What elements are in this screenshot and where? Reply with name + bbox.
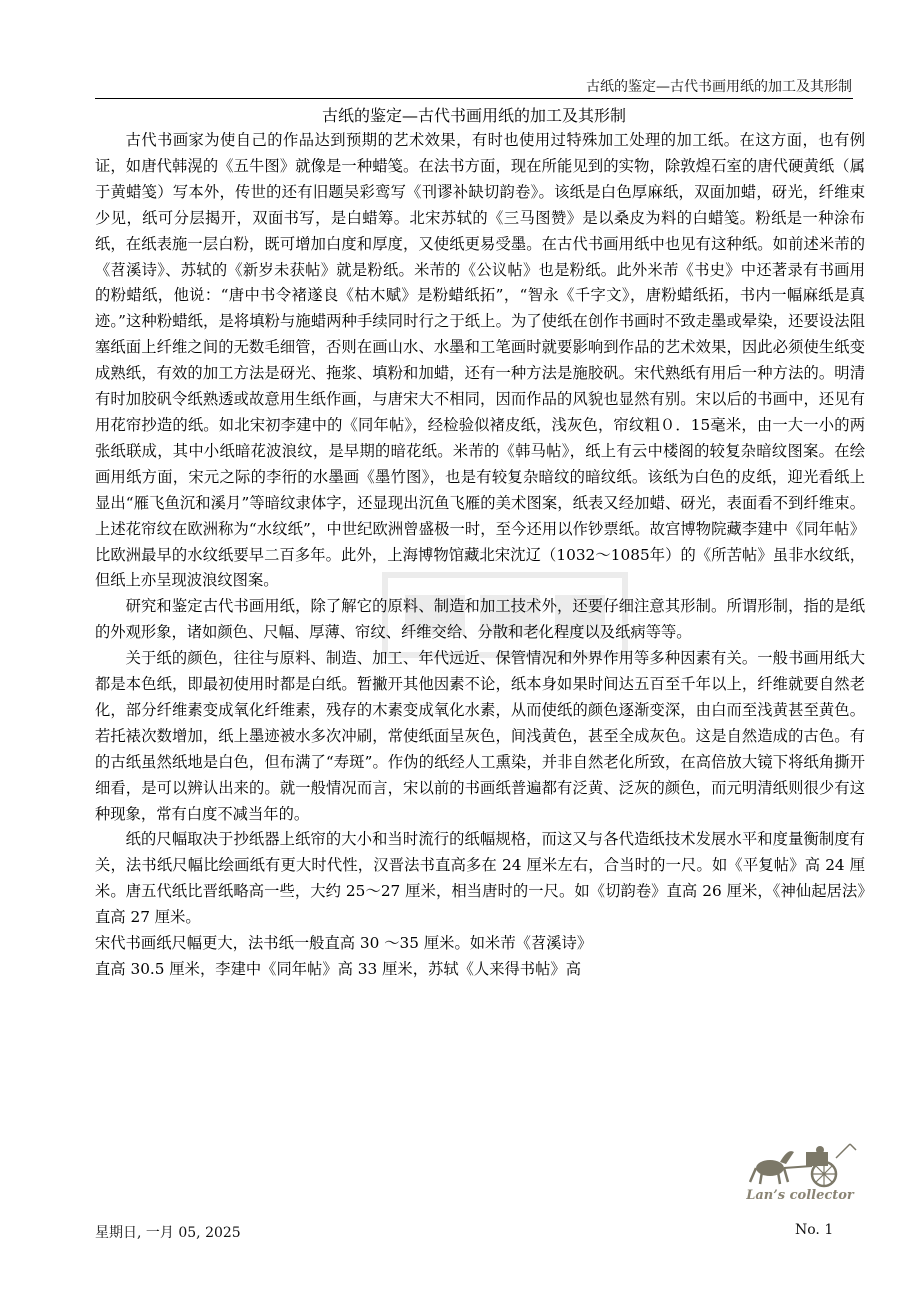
paragraph-processing: 古代书画家为使自己的作品达到预期的艺术效果，有时也使用过特殊加工处理的加工纸。在这方面，也有例证，如唐代韩滉的《五牛图》就像是一种蜡笺。在法书方面，现在所能见到的实物，除敦煌石室的唐代硬黄纸（属于黄蜡笺）写本外，传世的还有旧题吴彩鸾写《刊谬补缺切韵卷》。该纸是白色厚麻纸，双面加蜡，砑光，纤维束少见，纸可分层揭开，双面书写，是白蜡筹。北宋苏轼的《三马图赞》是以桑皮为料的白蜡笺。粉纸是一种涂布纸，在纸表施一层白粉，既可增加白度和厚度，又使纸更易受墨。在古代书画用纸中也见有这种纸。如前述米芾的《苕溪诗》、苏轼的《新岁未获帖》就是粉纸。米芾的《公议帖》也是粉纸。此外米芾《书史》中还著录有书画用的粉蜡纸，他说：“唐中书令褚遂良《枯木赋》是粉蜡纸拓”，“智永《千字文》，唐粉蜡纸拓，书内一幅麻纸是真迹。”这种粉蜡纸，是将填粉与施蜡两种手续同时行之于纸上。为了使纸在创作书画时不致走墨或晕染，还要设法阻塞纸面上纤维之间的无数毛细管，否则在画山水、水墨和工笔画时就要影响到作品的艺术效果，因此必须使生纸变成熟纸，有效的加工方法是砑光、拖浆、填粉和加蜡，还有一种方法是施胶矾。宋代熟纸有用后一种方法的。明清有时加胶矾令纸熟透或故意用生纸作画，与唐宋大不相同，因而作品的风貌也显然有别。宋以后的书画中，还见有用花帘抄造的纸。如北宋初李建中的《同年帖》，经检验似褚皮纸，浅灰色，帘纹粗０．15毫米，由一大一小的两张纸联成，其中小纸暗花波浪纹，是早期的暗花纸。米芾的《韩马帖》，纸上有云中楼阁的较复杂暗纹图案。在绘画用纸方面，宋元之际的李衎的水墨画《墨竹图》，也是有较复杂暗纹的暗纹纸。该纸为白色的皮纸，迎光看纸上显出“雁飞鱼沉和溪月”等暗纹隶体字，还显现出沉鱼飞雁的美术图案，纸表又经加蜡、砑光，表面看不到纤维束。上述花帘纹在欧洲称为“水纹纸”，中世纪欧洲曾盛极一时，至今还用以作钞票纸。故宫博物院藏李建中《同年帖》比欧洲最早的水纹纸要早二百多年。此外，上海博物馆藏北宋沈辽（1032～1085年）的《所苦帖》虽非水纹纸，但纸上亦呈现波浪纹图案。 (95, 131, 865, 590)
lans-collector-logo (740, 1138, 860, 1208)
paragraph-size: 纸的尺幅取决于抄纸器上纸帘的大小和当时流行的纸幅规格，而这又与各代造纸技术发展水平和度量衡制度有关，法书纸尺幅比绘画纸有更大时代性，汉晋法书直高多在 24 厘米左右，合当时的一尺。如《平复帖》高 24 厘米。唐五代纸比晋纸略高一些，大约 25～27 厘米，相当唐时的一尺。如《切韵卷》直高 26 厘米，《神仙起居法》直高 27 厘米。 (95, 830, 865, 927)
paragraph-form: 研究和鉴定古代书画用纸，除了解它的原料、制造和加工技术外，还要仔细注意其形制。所谓形制，指的是纸的外观形象，诸如颜色、尺幅、厚薄、帘纹、纤维交给、分散和老化程度以及纸病等等。 (95, 597, 865, 642)
paragraph-color: 关于纸的颜色，往往与原料、制造、加工、年代远近、保管情况和外界作用等多种因素有关。一般书画用纸大都是本色纸，即最初使用时都是白纸。暂撇开其他因素不论，纸本身如果时间达五百至千年以上，纤维就要自然老化，部分纤维素变成氧化纤维素，残存的木素变成氧化水素，从而使纸的颜色逐渐变深，由白而至浅黄甚至黄色。若托裱次数增加，纸上墨迹被水多次冲刷，常使纸面呈灰色，间浅黄色，甚至全成灰色。这是自然造成的古色。有的古纸虽然纸地是白色，但布满了“寿斑”。作伪的纸经人工熏染，并非自然老化所致，在高倍放大镜下将纸角撕开细看，是可以辨认出来的。就一般情况而言，宋以前的书画纸普遍都有泛黄、泛灰的颜色，而元明清纸则很少有这种现象，常有白度不减当年的。 (95, 649, 865, 823)
document-body (95, 128, 865, 983)
chariot-icon (740, 1138, 860, 1190)
paragraph-song-size: 宋代书画纸尺幅更大，法书纸一般直高 30 ～35 厘米。如米芾《苕溪诗》 (95, 934, 593, 953)
logo-text: Lan’s collector (746, 1188, 854, 1203)
document-title: 古纸的鉴定—古代书画用纸的加工及其形制 (321, 106, 626, 125)
running-header: 古纸的鉴定—古代书画用纸的加工及其形制 (586, 79, 852, 95)
header-divider (95, 98, 853, 99)
page-number: No. 1 (795, 1222, 834, 1238)
paragraph-song-size-cont: 直高 30.5 厘米，李建中《同年帖》高 33 厘米，苏轼《人来得书帖》高 (95, 960, 581, 978)
footer-date: 星期日, 一月 05, 2025 (95, 1225, 241, 1241)
